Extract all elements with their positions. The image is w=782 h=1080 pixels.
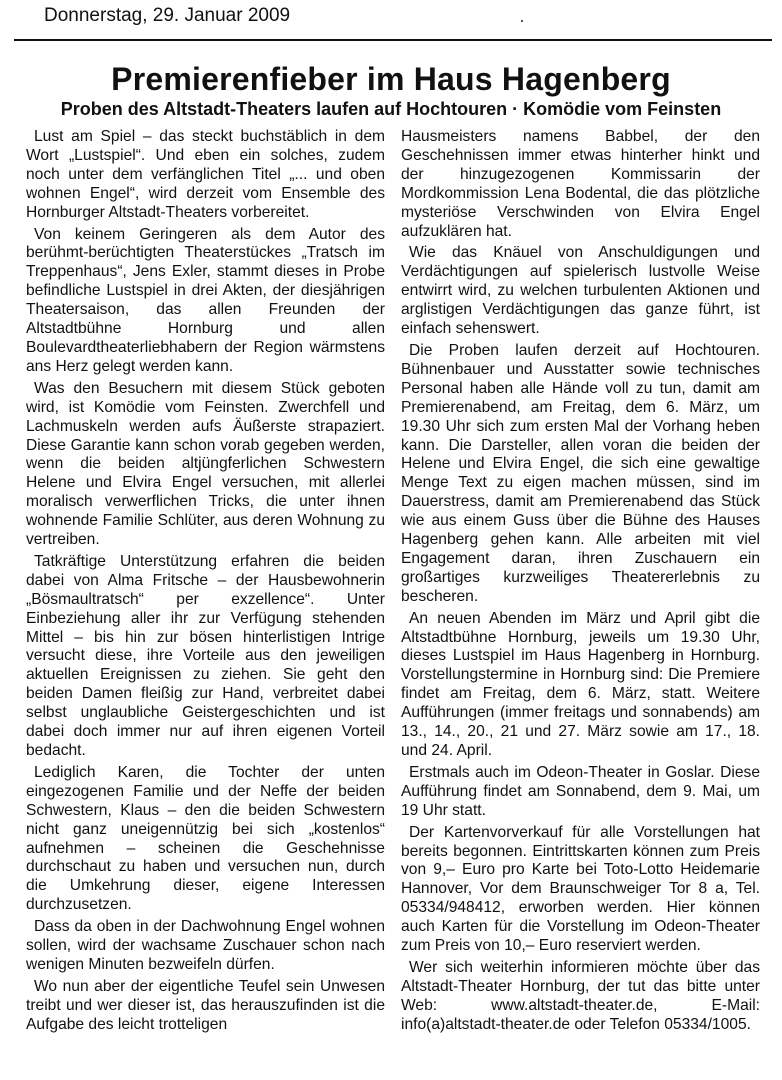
- paragraph: Der Kartenvorverkauf für alle Vorstellungen hat bereits begonnen. Eintrittskarten können zum Preis von 9,– Euro pro Karte bei Toto-Lotto Heidemarie Hannover, Vor dem Braunschweiger Tor 8 a, Tel. 05334/948412, erworben werden. Hier können auch Karten für die Vorstellung im Odeon-Theater zum Preis von 10,– Euro reserviert werden.: [401, 823, 760, 955]
- print-speck: [521, 20, 523, 22]
- paragraph: Erstmals auch im Odeon-Theater in Goslar. Diese Aufführung findet am Sonnabend, dem 9. Mai, um 19 Uhr statt.: [401, 763, 760, 819]
- paragraph: Dass da oben in der Dachwohnung Engel wohnen sollen, wird der wachsame Zuschauer schon nach wenigen Minuten bezweifeln dürfen.: [26, 918, 385, 973]
- paragraph: Die Proben laufen derzeit auf Hochtouren. Bühnenbauer und Ausstatter sowie technisches Personal haben alle Hände voll zu tun, damit am Premierenabend, am Freitag, dem 6. März, um 19.30 Uhr sich zum ersten Mal der Vorhang heben kann. Die Darsteller, allen voran die beiden der Helene und Elvira Engel, die sich eine gewaltige Menge Text zu eigen machen müssen, sind im Dauerstress, damit am Premierenabend das Stück wie aus einem Guss über die Bühne des Hauses Hagenberg gehen kann. Alle arbeiten mit viel Engagement daran, ihren Zuschauern ein großartiges kurzweiliges Theatererlebnis zu bescheren.: [401, 341, 760, 605]
- paragraph: Von keinem Geringeren als dem Autor des berühmt-berüchtigten Theaterstückes „Tratsch im Treppenhaus“, Jens Exler, stammt dieses in Probe befindliche Lustspiel in drei Akten, der diesjährigen Theatersaison, das allen Freunden der Altstadtbühne Hornburg und allen Boulevardtheaterliebhabern der Region wärmstens ans Herz gelegt werden kann.: [26, 225, 385, 375]
- article-headline: Premierenfieber im Haus Hagenberg: [111, 61, 671, 97]
- paragraph: Tatkräftige Unterstützung erfahren die beiden dabei von Alma Fritsche – der Hausbewohnerin „Bösmaultratsch“ per exzellence“. Unter Einbeziehung aller ihr zur Verfügung stehenden Mittel – bis hin zur bösen hinterlistigen Intrige versucht diese, ihre Vorteile aus den jeweiligen aktuellen Ereignissen zu ziehen. Sie geht den beiden Damen fleißig zur Hand, verbreitet dabei selbst unglaubliche Geistergeschichten und ist dabei doch immer nur auf ihren eigenen Vorteil bedacht.: [26, 552, 385, 759]
- paragraph: Wo nun aber der eigentliche Teufel sein Unwesen treibt und wer dieser ist, das herauszufinden ist die Aufgabe des leicht trotteligen: [26, 977, 385, 1033]
- paragraph-continuation: Hausmeisters namens Babbel, der den Geschehnissen immer etwas hinterher hinkt und der hinzugezogenen Kommissarin der Mordkommission Lena Bodental, die das plötzliche mysteriöse Verschwinden von Elvira Engel aufzuklären hat.: [401, 128, 760, 240]
- paragraph: Lust am Spiel – das steckt buchstäblich in dem Wort „Lustspiel“. Und eben ein solches, zudem noch unter dem verfänglichen Titel „... und oben wohnen Engel“, wird derzeit vom Ensemble des Hornburger Altstadt-Theaters vorbereitet.: [26, 128, 385, 221]
- paragraph: Lediglich Karen, die Tochter der unten eingezogenen Familie und der Neffe der beiden Schwestern, Klaus – den die beiden Schwestern nicht ganz uneigennützig bei sich „kostenlos“ aufnehmen – scheinen die Geschehnisse durchschaut zu haben und versuchen nun, durch die Umkehrung dieser, eigene Interessen durchzusetzen.: [26, 763, 385, 914]
- paragraph: Wie das Knäuel von Anschuldigungen und Verdächtigungen auf spielerisch lustvolle Weise entwirrt wird, zu welchen turbulenten Aktionen und arglistigen Verdächtigungen das ganze führt, ist einfach sehenswert.: [401, 244, 760, 338]
- paragraph: Was den Besuchern mit diesem Stück geboten wird, ist Komödie vom Feinsten. Zwerchfell und Lachmuskeln werden aufs Äußerste strapaziert. Diese Garantie kann schon vorab gegeben werden, wenn die beiden altjüngferlichen Schwestern Helene und Elvira Engel versuchen, mit allerlei moralisch verwerflichen Tricks, die unter ihnen wohnende Familie Schlüter, aus deren Wohnung zu vertreiben.: [26, 379, 385, 549]
- issue-date: Donnerstag, 29. Januar 2009: [44, 5, 291, 26]
- article-subheadline: Proben des Altstadt-Theaters laufen auf Hochtouren · Komödie vom Feinsten: [60, 99, 722, 119]
- paragraph: Wer sich weiterhin informieren möchte über das Altstadt-Theater Hornburg, der tut das bitte unter Web: www.altstadt-theater.de, E-Mail: info(a)altstadt-theater.de oder Telefon 05334/1005.: [401, 958, 760, 1033]
- paragraph: An neuen Abenden im März und April gibt die Altstadtbühne Hornburg, jeweils um 19.30 Uhr, dieses Lustspiel im Haus Hagenberg in Hornburg. Vorstellungstermine in Hornburg sind: Die Premiere findet am Freitag, dem 6. März, statt. Weitere Aufführungen (immer freitags und sonnabends) am 13., 14., 20., 21 und 27. März sowie am 17., 18. und 24. April.: [401, 609, 760, 759]
- header-rule: [14, 39, 772, 41]
- left-column: [26, 128, 385, 1038]
- right-column: [401, 128, 760, 1038]
